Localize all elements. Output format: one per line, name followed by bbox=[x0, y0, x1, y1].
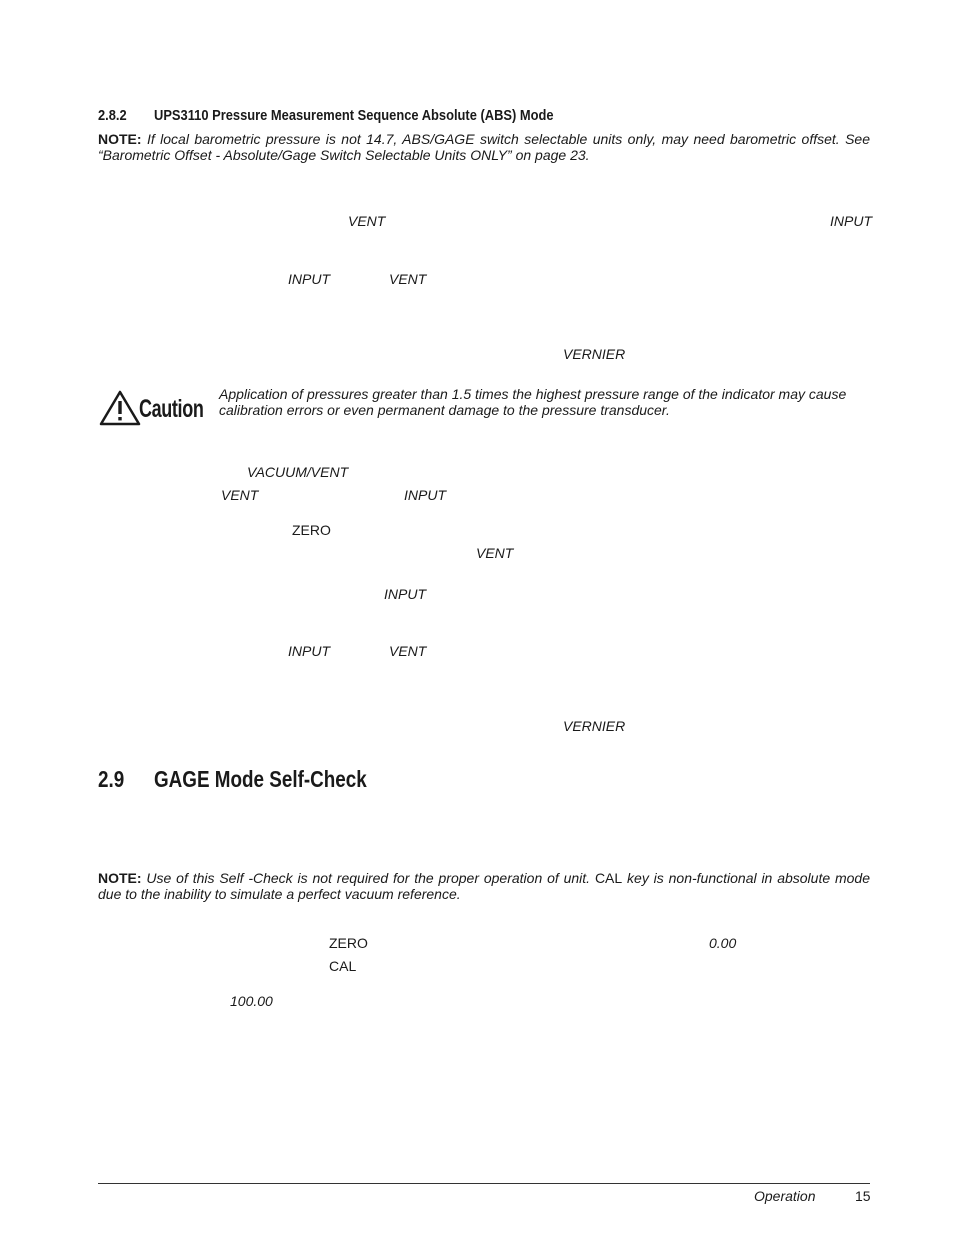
term-input: INPUT bbox=[288, 643, 330, 659]
term-vernier: VERNIER bbox=[563, 718, 626, 734]
section-title-2-8-2: UPS3110 Pressure Measurement Sequence Absolute (ABS) Mode bbox=[154, 107, 554, 124]
term-input: INPUT bbox=[384, 586, 426, 602]
term-vernier: VERNIER bbox=[563, 346, 626, 362]
section-title-2-9: GAGE Mode Self-Check bbox=[154, 766, 367, 792]
note-label: NOTE: bbox=[98, 870, 142, 886]
note-barometric bbox=[98, 131, 870, 163]
term-vent: VENT bbox=[476, 545, 514, 561]
footer-rule bbox=[98, 1183, 870, 1184]
caution-graphic bbox=[99, 390, 209, 428]
term-input: INPUT bbox=[404, 487, 446, 503]
display-value-full: 100.00 bbox=[230, 993, 273, 1009]
term-input: INPUT bbox=[288, 271, 330, 287]
caution-text: Application of pressures greater than 1.5 times the highest pressure range of the indicator may cause calibration errors or even permanent damage to the pressure transducer. bbox=[219, 386, 847, 418]
term-vent: VENT bbox=[389, 643, 427, 659]
key-zero: ZERO bbox=[292, 522, 331, 538]
warning-triangle-icon bbox=[99, 390, 141, 426]
caution-word: Caution bbox=[139, 395, 204, 423]
key-cal: CAL bbox=[594, 870, 623, 886]
note-self-check bbox=[98, 870, 870, 902]
term-vent: VENT bbox=[389, 271, 427, 287]
term-vacuum-vent: VACUUM/VENT bbox=[247, 464, 349, 480]
term-vent: VENT bbox=[221, 487, 259, 503]
page-number: 15 bbox=[855, 1188, 871, 1204]
footer-section: Operation bbox=[754, 1188, 816, 1204]
note-label: NOTE: bbox=[98, 131, 142, 147]
note-text-a: Use of this Self -Check is not required for the proper operation of unit. bbox=[146, 870, 591, 886]
note-text: If local barometric pressure is not 14.7, ABS/GAGE switch selectable units only, may need barometric offset. See “Barometric Offset - Absolute/Gage Switch Selectable Units ONLY” on page 23. bbox=[98, 131, 870, 163]
term-input: INPUT bbox=[830, 213, 872, 229]
key-cal: CAL bbox=[329, 958, 357, 974]
section-number-2-8-2: 2.8.2 bbox=[98, 107, 127, 124]
term-vent: VENT bbox=[348, 213, 386, 229]
note-text-b: key is non-functional in absolute mode due to the inability to simulate a perfect vacuum reference. bbox=[98, 870, 870, 902]
section-number-2-9: 2.9 bbox=[98, 766, 125, 792]
display-value-zero: 0.00 bbox=[709, 935, 737, 951]
key-zero: ZERO bbox=[329, 935, 368, 951]
